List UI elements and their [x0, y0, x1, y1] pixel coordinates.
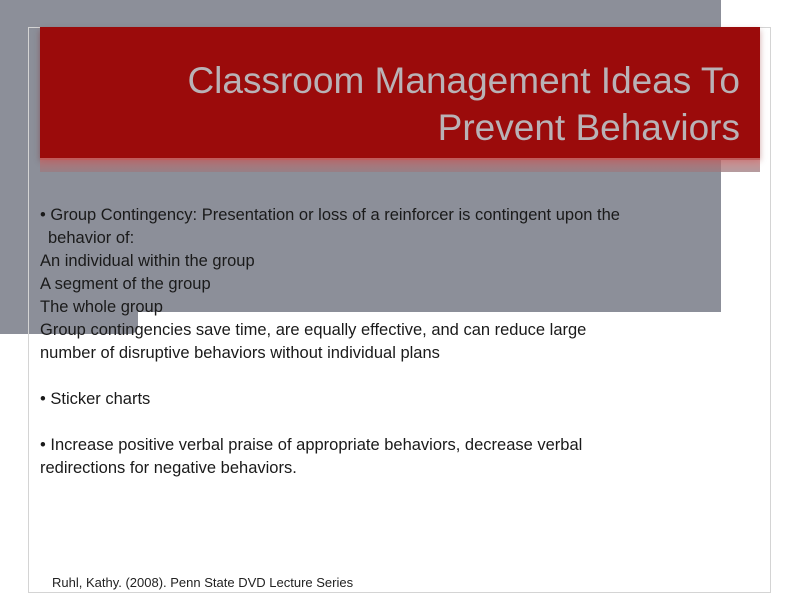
title-banner: [40, 27, 760, 158]
sub-item-segment: A segment of the group: [40, 275, 211, 293]
praise-bullet-line2: redirections for negative behaviors.: [40, 459, 297, 477]
spacer: [40, 365, 760, 388]
slide-title: Classroom Management Ideas To Prevent Behaviors: [187, 60, 740, 148]
slide-body: [40, 204, 760, 480]
sticker-charts-bullet: • Sticker charts: [40, 390, 151, 408]
group-contingency-continuation: behavior of:: [48, 229, 135, 247]
title-banner-accent: [40, 158, 760, 172]
group-contingency-bullet: • Group Contingency: Presentation or loss of a reinforcer is contingent upon the: [40, 206, 620, 224]
praise-bullet-line1: • Increase positive verbal praise of appropriate behaviors, decrease verbal: [40, 436, 583, 454]
spacer: [40, 411, 760, 434]
sub-item-individual: An individual within the group: [40, 252, 255, 270]
citation: Ruhl, Kathy. (2008). Penn State DVD Lecture Series: [52, 575, 354, 590]
sub-item-whole-group: The whole group: [40, 298, 163, 316]
group-contingency-note-line1: Group contingencies save time, are equally effective, and can reduce large: [40, 321, 587, 339]
group-contingency-note-line2: number of disruptive behaviors without individual plans: [40, 344, 440, 362]
